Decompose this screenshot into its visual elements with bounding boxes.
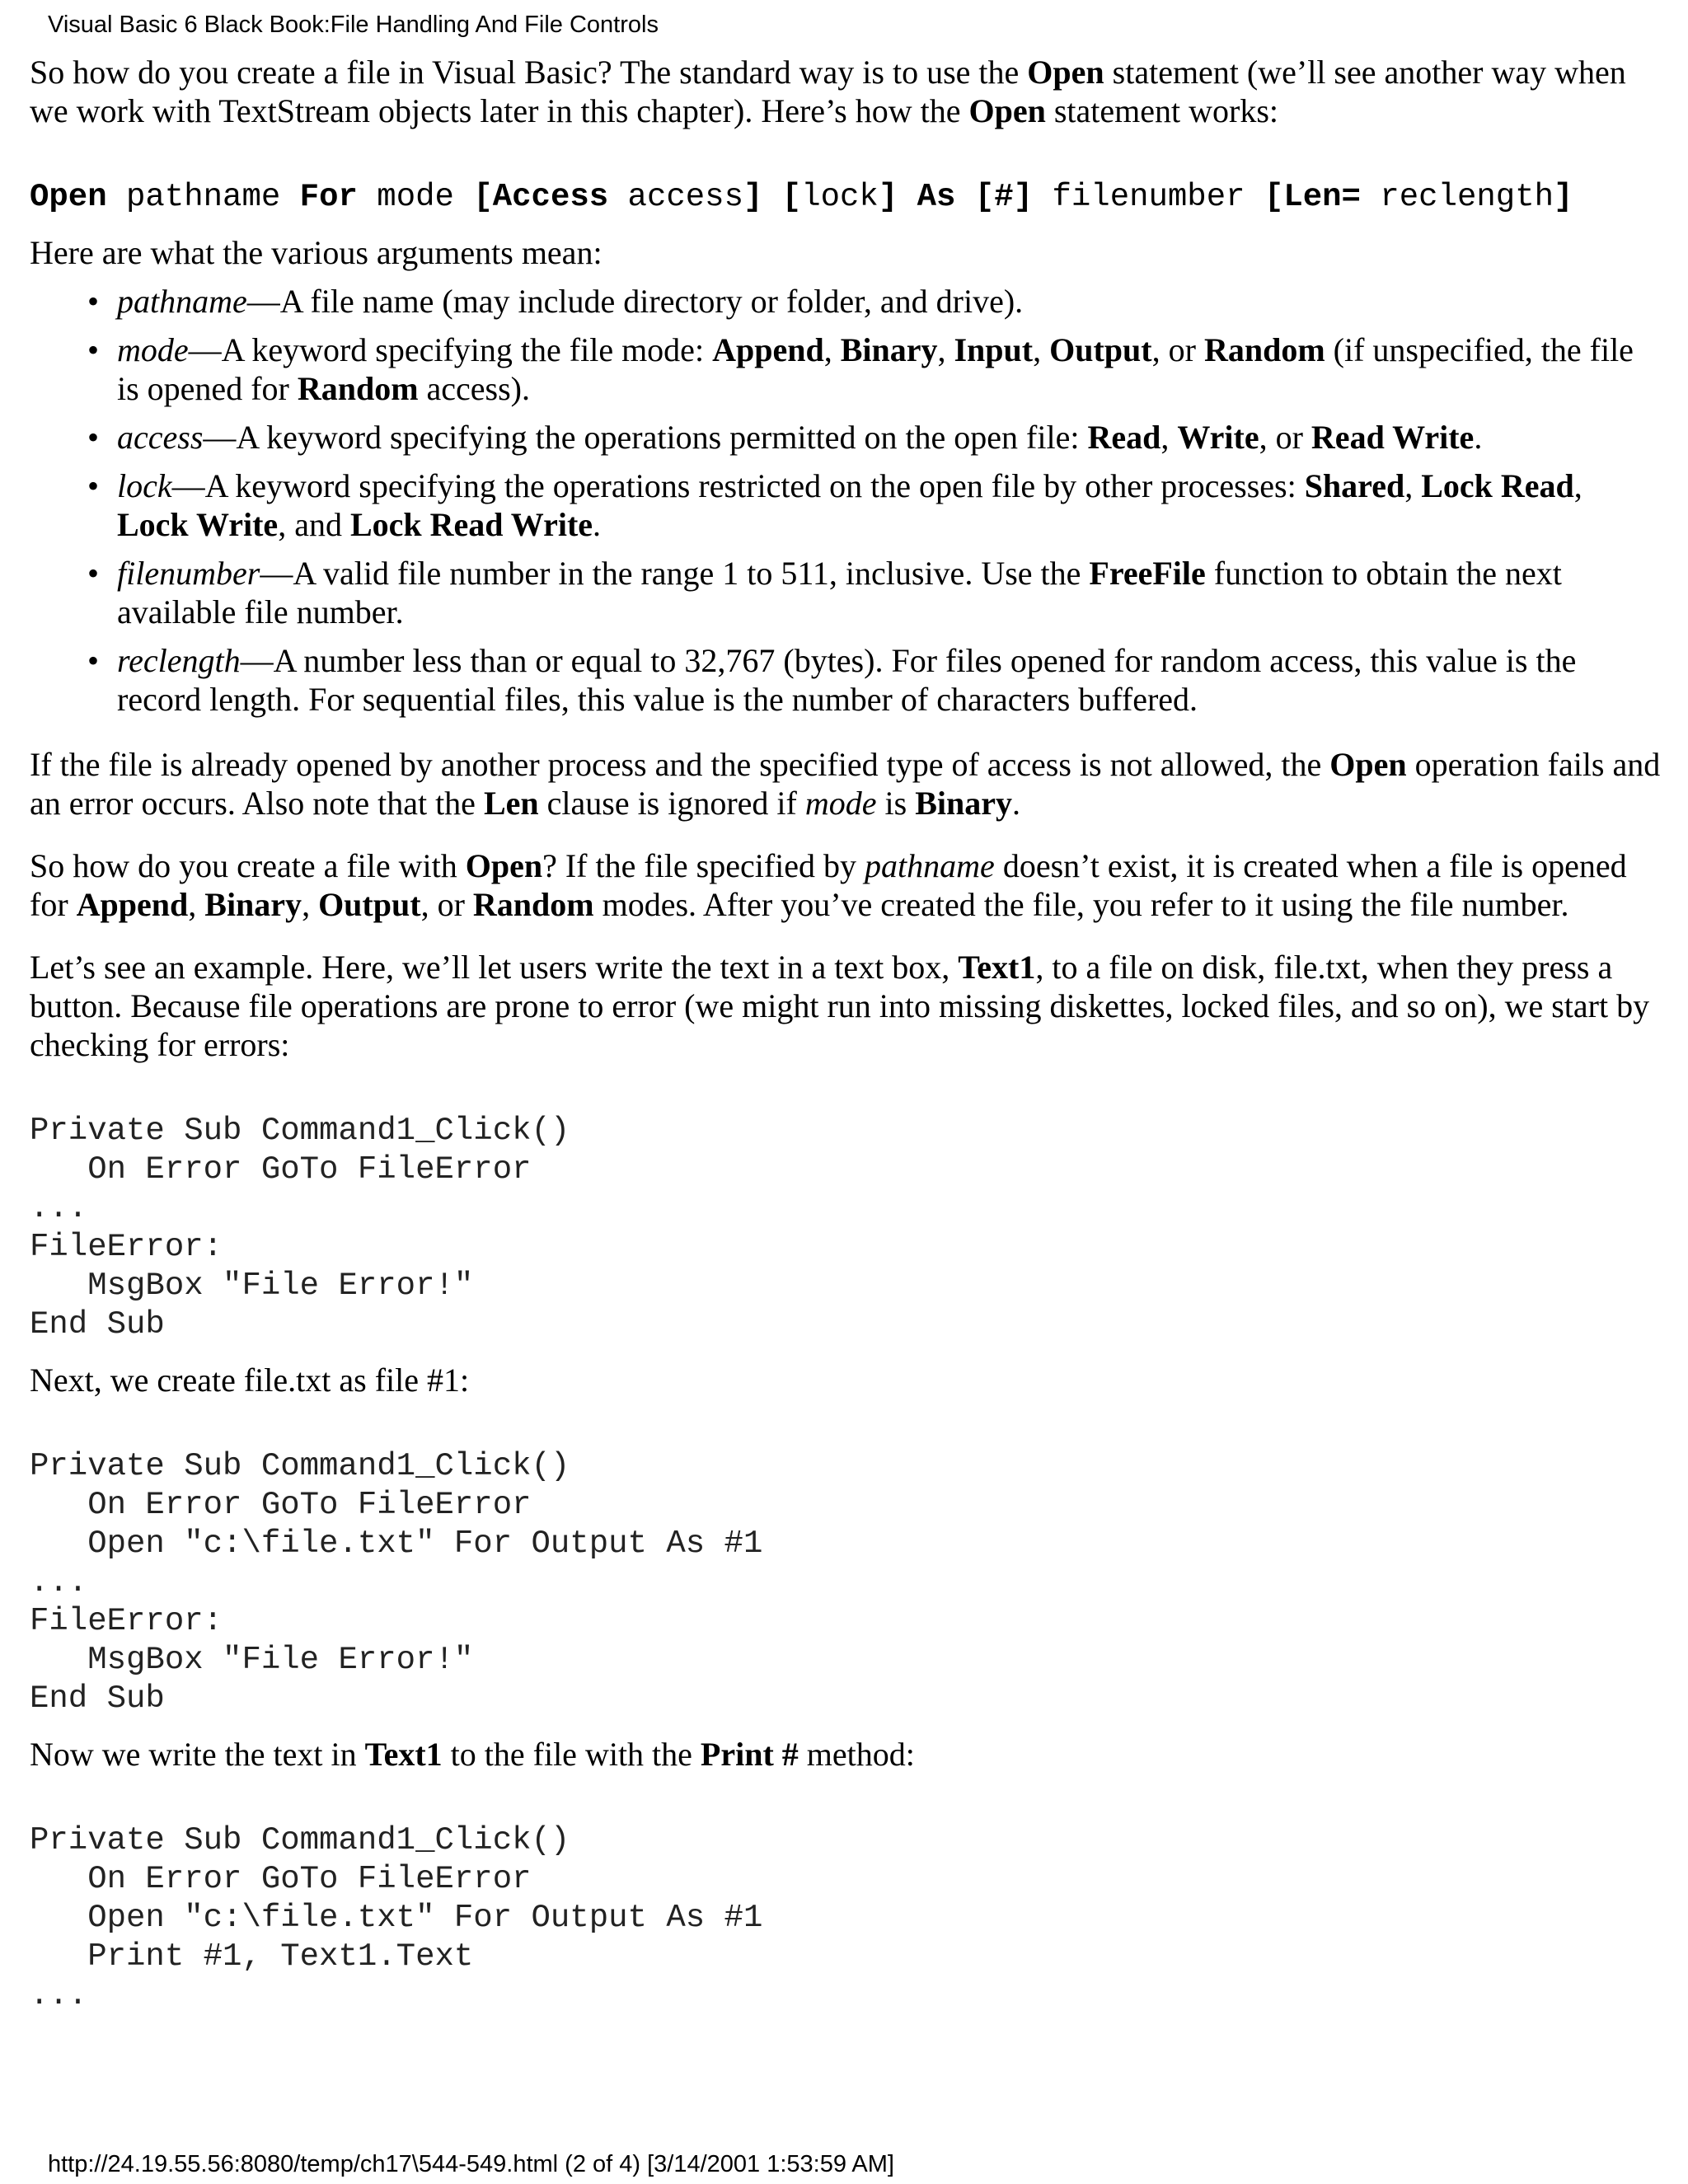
paragraph-next: Next, we create file.txt as file #1: — [30, 1361, 470, 1399]
intro-paragraph: So how do you create a file in Visual Basic? The standard way is to use the Open statement (we’ll see another way when we work with TextStream objects later in this chapter). Here’s how the Open statement works: — [30, 54, 1626, 129]
argument-access: • access—A keyword specifying the operations permitted on the open file: Read, Write, or Read Write. — [87, 419, 1483, 456]
argument-lock: • lock—A keyword specifying the operations restricted on the open file by other processes: Shared, Lock Read, Lock Write, and Lock Read Write. — [87, 467, 1582, 543]
argument-filenumber: • filenumber—A valid file number in the range 1 to 511, inclusive. Use the FreeFile function to obtain the next available file number. — [87, 555, 1562, 630]
paragraph-open-fails: If the file is already opened by another process and the specified type of access is not allowed, the Open operation fails and an error occurs. Also note that the Len clause is ignored if mode is Binary. — [30, 746, 1661, 822]
argument-mode: • mode—A keyword specifying the file mode: Append, Binary, Input, Output, or Random (if unspecified, the file is opened for Random access). — [87, 331, 1634, 407]
argument-reclength: • reclength—A number less than or equal to 32,767 (bytes). For files opened for random access, this value is the record length. For sequential files, this value is the number of characters buffered. — [87, 642, 1577, 718]
code-block-print: Private Sub Command1_Click() On Error GoTo FileError Open "c:\file.txt" For Output As #1 Print #1, Text1.Text ... — [30, 1822, 763, 2013]
document-body — [30, 53, 1662, 2032]
open-syntax-line: Open pathname For mode [Access access] [lock] As [#] filenumber [Len= reclength] — [30, 179, 1573, 215]
page-footer-url: http://24.19.55.56:8080/temp/ch17\544-549.html (2 of 4) [3/14/2001 1:53:59 AM] — [48, 2151, 894, 2177]
code-block-error-handler: Private Sub Command1_Click() On Error GoTo FileError ... FileError: MsgBox "File Error!" End Sub — [30, 1113, 570, 1343]
page-header: Visual Basic 6 Black Book:File Handling And File Controls — [48, 12, 659, 38]
paragraph-example: Let’s see an example. Here, we’ll let users write the text in a text box, Text1, to a file on disk, file.txt, when they press a button. Because file operations are prone to error (we might run into missing diskettes, locked files, and so on), we start by checking for errors: — [30, 949, 1650, 1063]
arguments-list — [30, 282, 1662, 719]
paragraph-create-file: So how do you create a file with Open? If the file specified by pathname doesn’t exist, it is created when a file is opened for Append, Binary, Output, or Random modes. After you’ve created the file, you refer to it using the file number. — [30, 847, 1627, 923]
arguments-intro: Here are what the various arguments mean: — [30, 234, 603, 271]
code-block-open-file: Private Sub Command1_Click() On Error GoTo FileError Open "c:\file.txt" For Output As #1 ... FileError: MsgBox "File Error!" End Sub — [30, 1448, 763, 1717]
paragraph-print: Now we write the text in Text1 to the file with the Print # method: — [30, 1736, 915, 1773]
argument-pathname: • pathname—A file name (may include directory or folder, and drive). — [87, 283, 1024, 320]
